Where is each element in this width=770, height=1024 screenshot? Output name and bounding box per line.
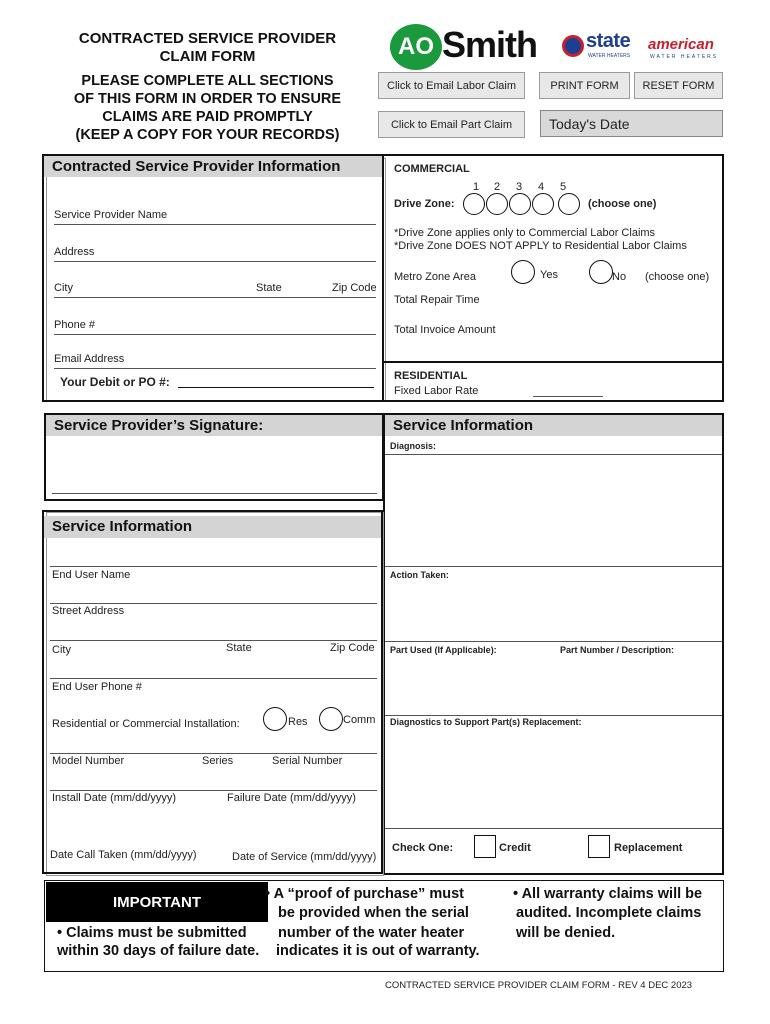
metro-no-radio[interactable]	[589, 260, 613, 284]
drive-zone-choose-one: (choose one)	[588, 198, 657, 210]
service-right-frame	[383, 413, 724, 875]
city-line[interactable]	[54, 297, 376, 298]
metro-zone-label: Metro Zone Area	[394, 271, 476, 283]
email-part-claim-button[interactable]: Click to Email Part Claim	[378, 111, 525, 138]
check-one-label: Check One:	[392, 842, 454, 854]
service-right-header: Service Information	[385, 415, 722, 436]
debit-po-label: Your Debit or PO #:	[60, 375, 170, 389]
credit-label: Credit	[499, 842, 531, 854]
metro-yes-radio[interactable]	[511, 260, 535, 284]
important-proof-line-3: number of the water heater	[278, 925, 465, 941]
failure-date-label: Failure Date (mm/dd/yyyy)	[227, 792, 356, 804]
metro-no-label: No	[612, 271, 627, 283]
replacement-label: Replacement	[614, 842, 683, 854]
provider-name-line[interactable]	[54, 224, 376, 225]
serial-label: Serial Number	[272, 755, 343, 767]
provider-section-header: Contracted Service Provider Information	[44, 156, 382, 177]
part-used-label: Part Used (If Applicable):	[390, 645, 497, 655]
title-line-1: CONTRACTED SERVICE PROVIDER	[78, 30, 337, 47]
zip-label: Zip Code	[332, 282, 377, 294]
comm-label: Comm	[343, 714, 376, 726]
important-audit-line-3: will be denied.	[516, 925, 616, 941]
ao-logo-mark: AO	[390, 24, 442, 70]
invoice-amount-label: Total Invoice Amount	[394, 324, 496, 336]
fixed-labor-rate-label: Fixed Labor Rate	[394, 385, 479, 397]
provider-name-label: Service Provider Name	[54, 209, 168, 221]
state-logo	[562, 32, 644, 62]
footer-revision: CONTRACTED SERVICE PROVIDER CLAIM FORM - REV 4 DEC 2023	[385, 980, 693, 991]
phone-line-2[interactable]	[50, 678, 377, 679]
form-instructions	[40, 72, 375, 144]
commercial-residential-divider	[384, 361, 724, 363]
part-used-line	[385, 715, 722, 716]
commercial-header: COMMERCIAL	[394, 163, 470, 175]
state-logo-mark	[562, 35, 584, 57]
signature-header: Service Provider’s Signature:	[46, 415, 382, 436]
drive-zone-note-2: *Drive Zone DOES NOT APPLY to Residential Labor Claims	[394, 240, 687, 252]
drive-zone-2-radio[interactable]	[486, 193, 508, 215]
print-form-button[interactable]: PRINT FORM	[539, 72, 630, 99]
drive-zone-3-radio[interactable]	[509, 193, 531, 215]
diagnostics-line	[385, 828, 722, 829]
diagnosis-bottom-line	[385, 566, 722, 567]
service-left-header: Service Information	[44, 516, 381, 538]
res-radio[interactable]	[263, 707, 287, 731]
email-labor-claim-button[interactable]: Click to Email Labor Claim	[378, 72, 525, 99]
drive-zone-note-1: *Drive Zone applies only to Commercial Labor Claims	[394, 227, 656, 239]
diagnostics-label: Diagnostics to Support Part(s) Replacement:	[390, 717, 582, 727]
instructions-line-2: OF THIS FORM IN ORDER TO ENSURE	[73, 91, 342, 107]
metro-yes-label: Yes	[540, 269, 558, 281]
signature-line[interactable]	[52, 493, 377, 494]
metro-choose-one: (choose one)	[645, 271, 710, 283]
model-label: Model Number	[52, 755, 125, 767]
diagnosis-label: Diagnosis:	[390, 441, 437, 451]
drive-zone-label: Drive Zone:	[394, 198, 455, 210]
instructions-line-4: (KEEP A COPY FOR YOUR RECORDS)	[75, 127, 340, 143]
state-label-2: State	[226, 642, 252, 654]
important-proof-line-1: • A “proof of purchase” must	[265, 886, 464, 902]
state-logo-sub: WATER HEATERS	[588, 53, 631, 59]
important-proof-line-2: be provided when the serial	[278, 905, 469, 921]
street-line[interactable]	[50, 603, 377, 604]
service-date-label: Date of Service (mm/dd/yyyy)	[232, 851, 377, 863]
series-label: Series	[202, 755, 234, 767]
zone-4-number: 4	[538, 181, 545, 193]
american-logo-sub: WATER HEATERS	[650, 54, 719, 60]
zip-label-2: Zip Code	[330, 642, 375, 654]
email-line[interactable]	[54, 368, 376, 369]
address-line[interactable]	[54, 261, 376, 262]
action-taken-line	[385, 641, 722, 642]
call-date-label: Date Call Taken (mm/dd/yyyy)	[50, 849, 197, 861]
phone-label: Phone #	[54, 319, 95, 331]
state-logo-text: state	[586, 30, 631, 52]
reset-form-button[interactable]: RESET FORM	[634, 72, 723, 99]
replacement-checkbox[interactable]	[588, 835, 610, 858]
instructions-line-1: PLEASE COMPLETE ALL SECTIONS	[81, 73, 334, 89]
title-line-2: CLAIM FORM	[159, 48, 256, 65]
important-audit-line-2: audited. Incomplete claims	[516, 905, 702, 921]
address-label: Address	[54, 246, 95, 258]
end-user-line[interactable]	[50, 566, 377, 567]
zone-3-number: 3	[516, 181, 523, 193]
city-label-2: City	[52, 644, 71, 656]
model-line[interactable]	[50, 753, 377, 754]
form-title	[40, 30, 375, 66]
install-date-line[interactable]	[50, 790, 377, 791]
res-label: Res	[288, 716, 308, 728]
smith-logo-text: Smith	[442, 24, 538, 65]
repair-time-label: Total Repair Time	[394, 294, 480, 306]
action-taken-label: Action Taken:	[390, 570, 449, 580]
important-label: IMPORTANT	[46, 882, 268, 922]
install-date-label: Install Date (mm/dd/yyyy)	[52, 792, 177, 804]
city-label: City	[54, 282, 73, 294]
instructions-line-3: CLAIMS ARE PAID PROMPTLY	[102, 109, 313, 125]
drive-zone-5-radio[interactable]	[558, 193, 580, 215]
important-audit-line-1: • All warranty claims will be	[513, 886, 703, 902]
fixed-labor-rate-line[interactable]	[533, 396, 603, 397]
zone-5-number: 5	[560, 181, 567, 193]
end-user-label: End User Name	[52, 569, 131, 581]
zone-2-number: 2	[494, 181, 501, 193]
provider-divider	[382, 154, 384, 402]
phone-line[interactable]	[54, 334, 376, 335]
state-label: State	[256, 282, 282, 294]
credit-checkbox[interactable]	[474, 835, 496, 858]
email-label: Email Address	[54, 353, 125, 365]
installation-label: Residential or Commercial Installation:	[52, 718, 240, 730]
drive-zone-1-radio[interactable]	[463, 193, 485, 215]
street-label: Street Address	[52, 605, 125, 617]
drive-zone-4-radio[interactable]	[532, 193, 554, 215]
city-line-2[interactable]	[50, 640, 377, 641]
american-logo	[648, 36, 726, 64]
comm-radio[interactable]	[319, 707, 343, 731]
important-claims-line-2: within 30 days of failure date.	[57, 943, 260, 959]
end-user-phone-label: End User Phone #	[52, 681, 142, 693]
part-number-label: Part Number / Description:	[560, 645, 675, 655]
important-claims-line-1: • Claims must be submitted	[57, 925, 247, 941]
american-logo-text: american	[648, 36, 714, 53]
diagnosis-line[interactable]	[385, 454, 722, 455]
important-proof-line-4: indicates it is out of warranty.	[276, 943, 480, 959]
zone-1-number: 1	[473, 181, 480, 193]
debit-po-line[interactable]	[178, 387, 374, 388]
todays-date-field[interactable]: Today's Date	[540, 110, 723, 137]
ao-smith-logo	[390, 22, 560, 72]
residential-header: RESIDENTIAL	[394, 370, 468, 382]
